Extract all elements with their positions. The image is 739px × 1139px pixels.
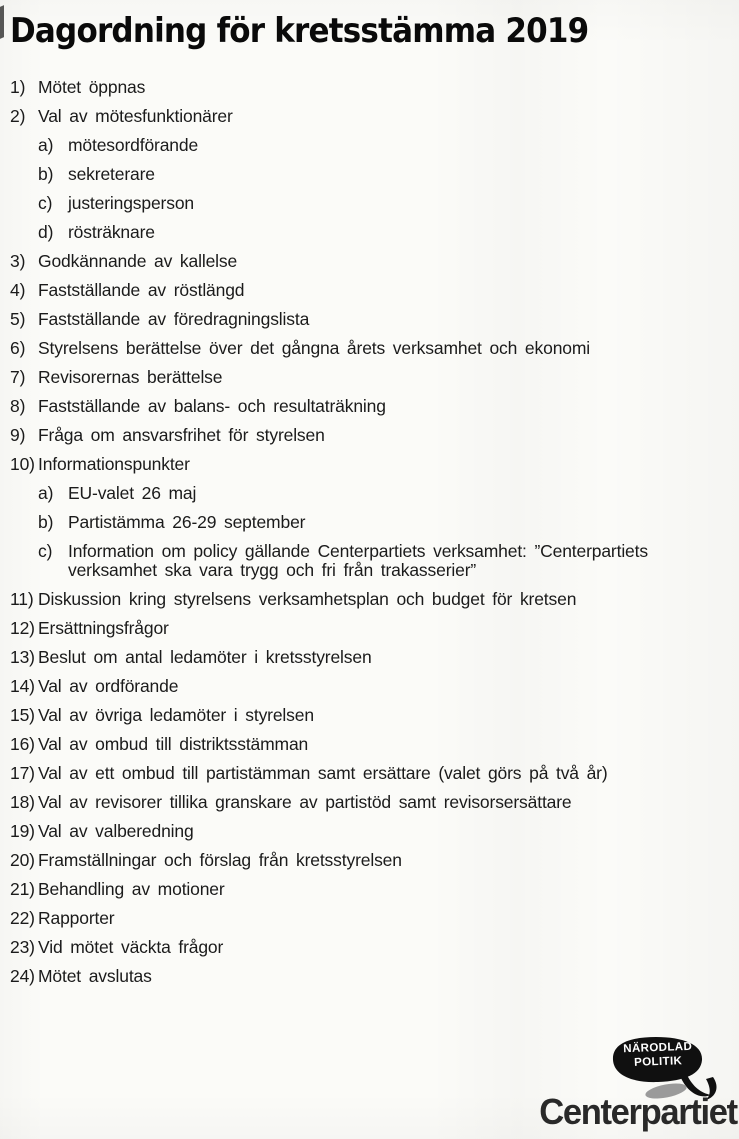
agenda-item <box>10 648 729 667</box>
item-number: 18) <box>10 792 35 812</box>
agenda-subitem <box>38 194 729 213</box>
item-text: Val av övriga ledamöter i styrelsen <box>38 705 314 725</box>
item-text: EU-valet 26 maj <box>68 483 197 503</box>
agenda-subitem <box>38 484 729 503</box>
item-text: Fråga om ansvarsfrihet för styrelsen <box>38 425 325 445</box>
item-letter: b) <box>38 512 54 532</box>
scan-artifact <box>0 5 4 39</box>
page-title: Dagordning för kretsstämma 2019 <box>10 12 589 51</box>
bubble-text <box>614 1040 703 1070</box>
item-number: 1) <box>10 77 26 97</box>
item-number: 12) <box>10 618 35 638</box>
item-number: 15) <box>10 705 35 725</box>
agenda-item <box>10 851 729 870</box>
agenda-item <box>10 793 729 812</box>
item-text: Godkännande av kallelse <box>38 251 238 271</box>
agenda-subitem <box>38 136 729 155</box>
agenda-item <box>10 909 729 928</box>
item-letter: d) <box>38 222 54 242</box>
agenda-item <box>10 426 729 445</box>
item-letter: a) <box>38 135 54 155</box>
item-letter: c) <box>38 193 53 213</box>
item-number: 17) <box>10 763 35 783</box>
item-number: 14) <box>10 676 35 696</box>
item-number: 20) <box>10 850 35 870</box>
item-text: mötesordförande <box>68 135 199 155</box>
item-letter: b) <box>38 164 54 184</box>
bubble-line2: POLITIK <box>633 1054 683 1069</box>
agenda-item <box>10 252 729 271</box>
item-letter: c) <box>38 541 53 561</box>
agenda-subitem <box>38 542 729 580</box>
agenda-item <box>10 764 729 783</box>
agenda-item <box>10 735 729 754</box>
item-text: Revisorernas berättelse <box>38 367 223 387</box>
item-number: 13) <box>10 647 35 667</box>
item-text: Val av ombud till distriktsstämman <box>38 734 309 754</box>
item-text: Partistämma 26-29 september <box>68 512 306 532</box>
item-text: Information om policy gällande Centerpartiets verksamhet: ”Centerpartiets verksamhet ska vara trygg och fri från trakasserier” <box>68 541 648 580</box>
item-text: Val av ett ombud till partistämman samt ersättare (valet görs på två år) <box>38 763 608 783</box>
item-number: 19) <box>10 821 35 841</box>
item-text: Diskussion kring styrelsens verksamhetsplan och budget för kretsen <box>38 589 577 609</box>
item-text: Rapporter <box>38 908 115 928</box>
item-text: Val av revisorer tillika granskare av partistöd samt revisorsersättare <box>38 792 572 812</box>
item-number: 21) <box>10 879 35 899</box>
item-text: Behandling av motioner <box>38 879 225 899</box>
agenda-item <box>10 397 729 416</box>
item-number: 10) <box>10 454 35 474</box>
item-number: 24) <box>10 966 35 986</box>
agenda-item <box>10 706 729 725</box>
item-text: Fastställande av röstlängd <box>38 280 245 300</box>
item-number: 6) <box>10 338 26 358</box>
agenda-item <box>10 339 729 358</box>
item-text: rösträknare <box>68 222 155 242</box>
item-number: 3) <box>10 251 26 271</box>
item-number: 9) <box>10 425 26 445</box>
item-number: 8) <box>10 396 26 416</box>
item-number: 4) <box>10 280 26 300</box>
item-text: Val av valberedning <box>38 821 194 841</box>
bubble-line1: NÄRODLAD <box>623 1040 693 1056</box>
item-text: Styrelsens berättelse över det gångna årets verksamhet och ekonomi <box>38 338 591 358</box>
agenda-item <box>10 455 729 474</box>
item-number: 22) <box>10 908 35 928</box>
item-number: 2) <box>10 106 26 126</box>
item-letter: a) <box>38 483 54 503</box>
agenda-item <box>10 310 729 329</box>
item-text: Ersättningsfrågor <box>38 618 169 638</box>
agenda-item <box>10 78 729 97</box>
item-text: Mötet avslutas <box>38 966 152 986</box>
agenda-item <box>10 967 729 986</box>
centerpartiet-logo <box>487 1029 737 1135</box>
item-number: 5) <box>10 309 26 329</box>
agenda-item <box>10 677 729 696</box>
item-text: justeringsperson <box>68 193 195 213</box>
agenda-item <box>10 822 729 841</box>
item-text: Mötet öppnas <box>38 77 146 97</box>
centerpartiet-wordmark: Centerpartiet <box>539 1091 737 1132</box>
item-text: Beslut om antal ledamöter i kretsstyrelsen <box>38 647 372 667</box>
agenda-item <box>10 938 729 957</box>
item-text: Framställningar och förslag från kretsstyrelsen <box>38 850 402 870</box>
agenda-item <box>10 590 729 609</box>
item-text: sekreterare <box>68 164 155 184</box>
agenda-item <box>10 619 729 638</box>
item-number: 23) <box>10 937 35 957</box>
item-text: Val av mötesfunktionärer <box>38 106 233 126</box>
item-text: Vid mötet väckta frågor <box>38 937 224 957</box>
agenda-item <box>10 107 729 126</box>
agenda-subitem <box>38 165 729 184</box>
item-number: 16) <box>10 734 35 754</box>
agenda-subitem <box>38 513 729 532</box>
agenda-item <box>10 368 729 387</box>
agenda-subitem <box>38 223 729 242</box>
agenda-item <box>10 880 729 899</box>
item-text: Val av ordförande <box>38 676 179 696</box>
item-number: 11) <box>10 589 34 609</box>
item-number: 7) <box>10 367 26 387</box>
item-text: Fastställande av föredragningslista <box>38 309 310 329</box>
agenda-item <box>10 281 729 300</box>
item-text: Fastställande av balans- och resultaträkning <box>38 396 386 416</box>
item-text: Informationspunkter <box>38 454 190 474</box>
agenda-list <box>10 78 729 986</box>
